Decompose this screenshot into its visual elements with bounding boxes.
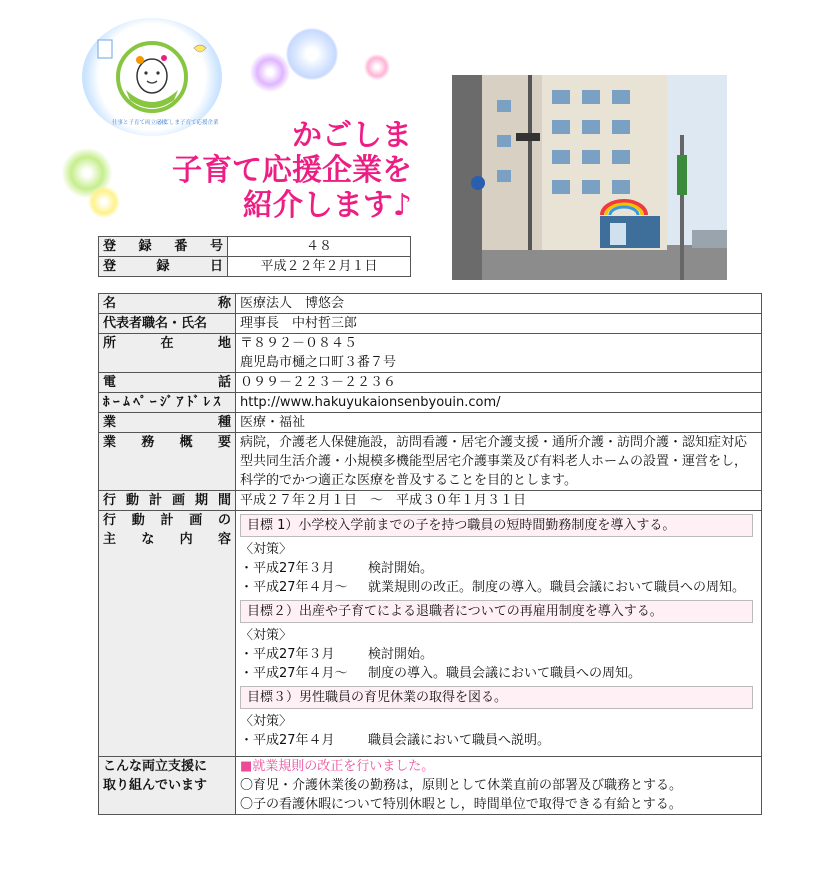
homepage-label: ﾎｰﾑﾍﾟｰｼﾞｱﾄﾞﾚｽ [99, 393, 236, 413]
decorative-bubble [88, 186, 120, 218]
goal-1-title: 目標 1）小学校入学前までの子を持つ職員の短時間勤務制度を導入する。 [240, 514, 753, 537]
registration-number-label: 登 録 番 号 [99, 237, 228, 257]
plan-content-cell [236, 511, 762, 757]
measure-what: 検討開始。 [368, 647, 434, 662]
phone-value: ０９９－２２３－２２３６ [236, 373, 762, 393]
measure-what: 検討開始。 [368, 561, 434, 576]
measure-when: ・平成27年４月～ [240, 666, 348, 681]
industry-label: 業 種 [99, 413, 236, 433]
measure-when: ・平成27年４月 [240, 733, 335, 748]
goal-3-measure-1 [240, 731, 757, 750]
logo-ring-text-right: かごしま子育て応援企業 [158, 120, 219, 126]
support-label-line-2: 取り組んでいます [103, 778, 208, 793]
business-summary-value: 病院，介護老人保健施設，訪問看護・居宅介護支援・通所介護・訪問介護・認知症対応型共同生活介護・小規模多機能型居宅介護事業及び有料老人ホームの設置・運営をし，科学的でかつ適正な医療を普及することを目的とします。 [236, 433, 762, 491]
decorative-bubble [286, 28, 338, 80]
plan-content-label [99, 511, 236, 757]
company-info-table [98, 293, 762, 815]
headline-line-3: 紹介します♪ [242, 188, 412, 223]
address-label: 所 在 地 [99, 334, 236, 373]
measure-what: 就業規則の改正。制度の導入。職員会議において職員への周知。 [368, 580, 746, 595]
goal-2-title: 目標２）出産や子育てによる退職者についての再雇用制度を導入する。 [240, 600, 753, 623]
goal-1-measure-1 [240, 559, 757, 578]
decorative-bubble [364, 54, 390, 80]
phone-label: 電 話 [99, 373, 236, 393]
measure-when: ・平成27年４月～ [240, 580, 348, 595]
registration-table [98, 236, 411, 277]
support-label-line-1: こんな両立支援に [103, 759, 208, 774]
company-name-value: 医療法人 博悠会 [236, 294, 762, 314]
goal-2-measures-label: 〈対策〉 [240, 628, 293, 643]
building-photo [452, 75, 727, 280]
representative-label: 代表者職名・氏名 [99, 314, 236, 334]
representative-value: 理事長 中村哲三郎 [236, 314, 762, 334]
support-line-1 [240, 757, 757, 776]
plan-content-label-line-1: 行 動 計 画 の [103, 513, 231, 528]
company-name-label: 名 称 [99, 294, 236, 314]
support-line-2: 〇育児・介護休業後の勤務は，原則として休業直前の部署及び職務とする。 [240, 778, 683, 793]
industry-value: 医療・福祉 [236, 413, 762, 433]
measure-when: ・平成27年３月 [240, 647, 335, 662]
registration-number-value: ４８ [228, 237, 411, 257]
goal-3-title: 目標３）男性職員の育児休業の取得を図る。 [240, 686, 753, 709]
plan-content-label-line-2: 主 な 内 容 [103, 532, 231, 547]
measure-what: 制度の導入。職員会議において職員への周知。 [368, 666, 642, 681]
headline-line-2: 子育て応援企業を [172, 153, 412, 188]
registration-date-label: 登 録 日 [99, 257, 228, 277]
support-cell [236, 757, 762, 815]
postal-code: 〒８９２－０８４５ [240, 336, 358, 351]
measure-when: ・平成27年３月 [240, 561, 335, 576]
plan-period-value: 平成２７年２月１日 ～ 平成３０年１月３１日 [236, 491, 762, 511]
goal-3-measures-label: 〈対策〉 [240, 714, 293, 729]
decorative-bubble [250, 52, 290, 92]
goal-2-measure-2 [240, 664, 757, 683]
plan-period-label: 行動計画期間 [99, 491, 236, 511]
logo-ring-text-left: 仕事と子育て両立応援 [112, 120, 168, 126]
headline-line-1: かごしま [292, 118, 412, 153]
measure-what: 職員会議において職員へ説明。 [368, 733, 551, 748]
goal-1-measures-label: 〈対策〉 [240, 542, 293, 557]
headline [150, 118, 412, 223]
homepage-link[interactable]: http://www.hakuyukaionsenbyouin.com/ [236, 393, 762, 413]
support-line-3: 〇子の看護休暇について特別休暇とし，時間単位で取得できる有給とする。 [240, 797, 682, 812]
address-value: 鹿児島市樋之口町３番７号 [240, 355, 397, 370]
support-label [99, 757, 236, 815]
address-cell [236, 334, 762, 373]
goal-2-measure-1 [240, 645, 757, 664]
goal-1-measure-2 [240, 578, 757, 597]
business-summary-label: 業 務 概 要 [99, 433, 236, 491]
support-bullet: ■就業規則の改正を行いました。 [240, 759, 435, 774]
registration-date-value: 平成２２年２月１日 [228, 257, 411, 277]
